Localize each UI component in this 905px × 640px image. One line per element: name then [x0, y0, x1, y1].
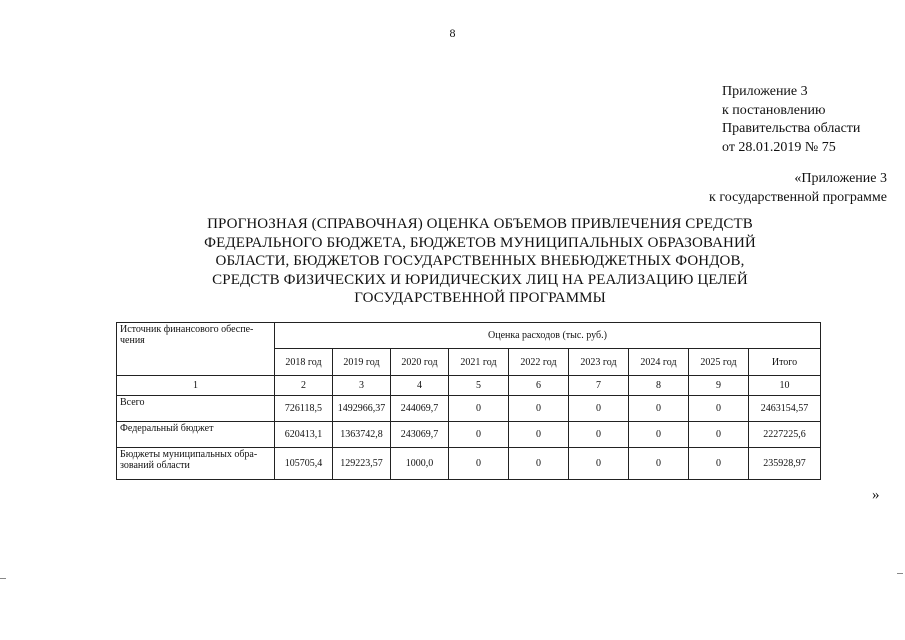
row-value: 0: [629, 448, 689, 480]
row-value: 0: [449, 396, 509, 422]
row-value: 0: [629, 422, 689, 448]
closing-quote: »: [872, 487, 880, 503]
column-number: 2: [275, 376, 333, 396]
row-value: 243069,7: [391, 422, 449, 448]
year-header: 2025 год: [689, 349, 749, 376]
row-value: 0: [689, 448, 749, 480]
page-number: 8: [449, 26, 456, 40]
row-value: 0: [569, 396, 629, 422]
column-number: 4: [391, 376, 449, 396]
year-header: 2024 год: [629, 349, 689, 376]
column-number: 6: [509, 376, 569, 396]
row-value: 0: [509, 396, 569, 422]
row-value: 1492966,37: [333, 396, 391, 422]
title-line: ОБЛАСТИ, БЮДЖЕТОВ ГОСУДАРСТВЕННЫХ ВНЕБЮДЖЕТНЫХ ФОНДОВ,: [215, 253, 745, 269]
year-header: 2021 год: [449, 349, 509, 376]
row-value: 0: [689, 396, 749, 422]
appendix-line: Правительства области: [722, 121, 861, 136]
document-title: [190, 215, 770, 308]
table-row: [117, 396, 821, 422]
appendix-line: Приложение 3: [722, 84, 808, 99]
column-number: 9: [689, 376, 749, 396]
appendix-line: от 28.01.2019 № 75: [722, 139, 836, 155]
scan-edge-mark: [897, 573, 903, 574]
row-value: 1000,0: [391, 448, 449, 480]
row-total: 2463154,57: [749, 396, 821, 422]
row-value: 105705,4: [275, 448, 333, 480]
row-source: Всего: [117, 396, 275, 422]
appendix-line: к постановлению: [722, 102, 826, 118]
scan-edge-mark: [0, 578, 6, 579]
column-number: 8: [629, 376, 689, 396]
year-header: 2022 год: [509, 349, 569, 376]
table-row: [117, 422, 821, 448]
row-source: Федеральный бюджет: [117, 422, 275, 448]
row-value: 129223,57: [333, 448, 391, 480]
year-header: 2018 год: [275, 349, 333, 376]
table-row: [117, 448, 821, 480]
row-value: 0: [449, 422, 509, 448]
estimate-header: Оценка расходов (тыс. руб.): [275, 323, 821, 349]
row-value: 726118,5: [275, 396, 333, 422]
column-number: 3: [333, 376, 391, 396]
row-value: 1363742,8: [333, 422, 391, 448]
title-line: СРЕДСТВ ФИЗИЧЕСКИХ И ЮРИДИЧЕСКИХ ЛИЦ НА РЕАЛИЗАЦИЮ ЦЕЛЕЙ: [212, 271, 748, 288]
column-number: 7: [569, 376, 629, 396]
row-total: 2227225,6: [749, 422, 821, 448]
program-appendix-block: [709, 170, 887, 207]
title-line: ПРОГНОЗНАЯ (СПРАВОЧНАЯ) ОЦЕНКА ОБЪЕМОВ ПРИВЛЕЧЕНИЯ СРЕДСТВ: [207, 216, 753, 232]
row-source: Бюджеты муниципальных обра-зований области: [117, 448, 275, 480]
column-number: 5: [449, 376, 509, 396]
funding-table: [116, 322, 821, 480]
title-line: ГОСУДАРСТВЕННОЙ ПРОГРАММЫ: [354, 290, 606, 306]
program-appendix-line: к государственной программе: [709, 189, 887, 205]
row-value: 620413,1: [275, 422, 333, 448]
column-number: 1: [117, 376, 275, 396]
total-header: Итого: [749, 349, 821, 376]
row-value: 0: [509, 448, 569, 480]
row-value: 0: [509, 422, 569, 448]
row-value: 0: [629, 396, 689, 422]
row-value: 0: [569, 422, 629, 448]
row-value: 0: [449, 448, 509, 480]
title-line: ФЕДЕРАЛЬНОГО БЮДЖЕТА, БЮДЖЕТОВ МУНИЦИПАЛЬНЫХ ОБРАЗОВАНИЙ: [204, 234, 756, 251]
row-value: 244069,7: [391, 396, 449, 422]
column-number: 10: [749, 376, 821, 396]
year-header: 2019 год: [333, 349, 391, 376]
column-number-row: [117, 376, 821, 396]
row-value: 0: [569, 448, 629, 480]
year-header: 2020 год: [391, 349, 449, 376]
appendix-block: [722, 83, 860, 157]
year-header: 2023 год: [569, 349, 629, 376]
program-appendix-line: «Приложение 3: [794, 171, 887, 186]
row-total: 235928,97: [749, 448, 821, 480]
row-value: 0: [689, 422, 749, 448]
source-header: Источник финансового обеспе-чения: [117, 323, 275, 376]
